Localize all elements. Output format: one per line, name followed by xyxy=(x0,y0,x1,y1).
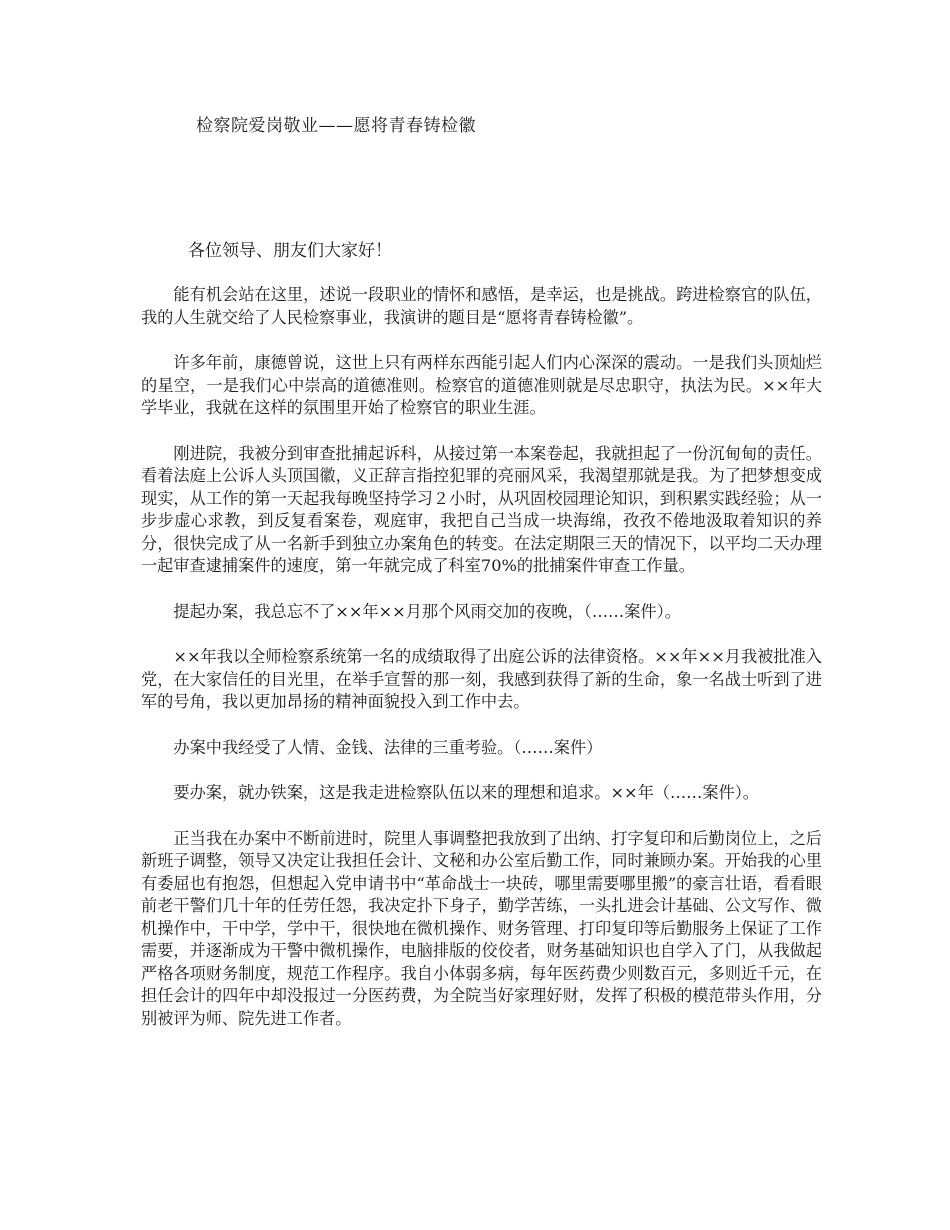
greeting-line: 各位领导、朋友们大家好！ xyxy=(188,241,392,261)
paragraph-opening: 能有机会站在这里，述说一段职业的情怀和感悟，是幸运，也是挑战。跨进检察官的队伍，我的人生就交给了人民检察事业，我演讲的题目是“愿将青春铸检徽”。 xyxy=(141,285,822,327)
paragraph-qualification: ××年我以全师检察系统第一名的成绩取得了出庭公诉的法律资格。××年××月我被批准入党，在大家信任的目光里，在举手宣誓的那一刻，我感到获得了新的生命，象一名战士听到了进军的号角，我以更加昂扬的精神面貌投入到工作中去。 xyxy=(141,647,822,711)
paragraph-first-job: 刚进院，我被分到审查批捕起诉科，从接过第一本案卷起，我就担起了一份沉甸甸的责任。看着法庭上公诉人头顶国徽，义正辞言指控犯罪的亮丽风采，我渴望那就是我。为了把梦想变成现实，从工作的第一天起我每晚坚持学习２小时，从巩固校园理论知识，到积累实践经验；从一步步虚心求教，到反复看案卷，观庭审，我把自己当成一块海绵，孜孜不倦地汲取着知识的养分，很快完成了从一名新手到独立办案角色的转变。在法定期限三天的情况下，以平均二天办理一起审查逮捕案件的速度，第一年就完成了科室70%的批捕案件审查工作量。 xyxy=(141,443,822,575)
paragraph-stormy-night: 提起办案，我总忘不了××年××月那个风雨交加的夜晚，（……案件）。 xyxy=(173,601,681,621)
paragraph-three-tests: 办案中我经受了人情、金钱、法律的三重考验。（……案件） xyxy=(173,737,603,757)
speech-body xyxy=(141,284,822,1053)
paragraph-kant: 许多年前，康德曾说，这世上只有两样东西能引起人们内心深深的震动。一是我们头顶灿烂的星空，一是我们心中崇高的道德准则。检察官的道德准则就是尽忠职守，执法为民。××年大学毕业，我就在这样的氛围里开始了检察官的职业生涯。 xyxy=(141,353,822,417)
document-title: 检察院爱岗敬业——愿将青春铸检徽 xyxy=(196,116,476,136)
paragraph-iron-cases: 要办案，就办铁案，这是我走进检察队伍以来的理想和追求。××年（……案件）。 xyxy=(173,783,759,802)
paragraph-logistics: 正当我在办案中不断前进时，院里人事调整把我放到了出纳、打字复印和后勤岗位上，之后新班子调整，领导又决定让我担任会计、文秘和办公室后勤工作，同时兼顾办案。开始我的心里有委屈也有抱怨，但想起入党申请书中“革命战士一块砖，哪里需要哪里搬”的豪言壮语，看看眼前老干警们几十年的任劳任怨，我决定扑下身子，勤学苦练，一头扎进会计基础、公文写作、微机操作中，干中学，学中干，很快地在微机操作、财务管理、打印复印等后勤服务上保证了工作需要，并逐渐成为干警中微机操作，电脑排版的佼佼者，财务基础知识也自学入了门，从我做起严格各项财务制度，规范工作程序。我自小体弱多病，每年医药费少则数百元，多则近千元，在担任会计的四年中却没报过一分医药费，为全院当好家理好财，发挥了积极的模范带头作用，分别被评为师、院先进工作者。 xyxy=(141,828,822,1028)
